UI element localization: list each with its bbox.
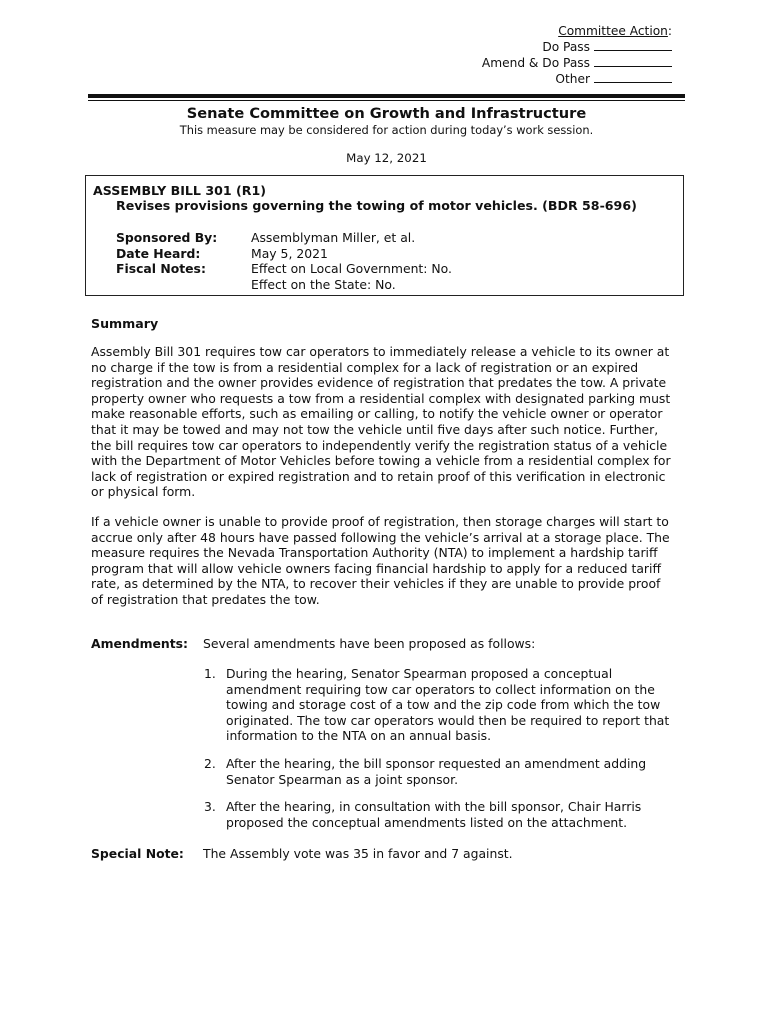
special-note-label: Special Note: [91,846,184,861]
date-heard-value: May 5, 2021 [251,245,328,261]
option-do-pass-blank [594,40,672,51]
list-item-number: 2. [204,755,216,771]
amendments-intro: Several amendments have been proposed as follows: [203,636,536,651]
option-other-label: Other [555,72,590,86]
list-item [204,666,674,744]
list-item-number: 1. [204,666,216,681]
list-item [204,799,674,830]
header-rule-thick [88,94,685,98]
option-other [482,71,672,87]
option-amend-do-pass-label: Amend & Do Pass [481,56,590,70]
header-rule-thin [88,100,685,101]
option-do-pass [482,39,672,55]
list-item-text: During the hearing, Senator Spearman proposed a conceptual amendment requiring tow car operators to collect information on the towing and storage cost of a tow and the zip code from which the tow originated. The tow car operators would then be required to report that information to the NTA on an annual basis. [226,666,670,744]
fiscal-notes-row [116,261,452,277]
summary-paragraph-1: Assembly Bill 301 requires tow car operators to immediately release a vehicle to its owner at no charge if the tow is from a residential complex for a lack of registration or an expired registration and the owner provides evidence of registration that predates the tow. A private property owner who requests a tow from a residential complex with designated parking must make reasonable efforts, such as emailing or calling, to notify the vehicle owner or operator that it may be towed and may not tow the vehicle until five days after such notice. Further, the bill requires tow car operators to independently verify the registration status of a vehicle with the Department of Motor Vehicles before towing a vehicle from a residential complex for lack of registration or expired registration and to retain proof of this verification in electronic or physical form. [91,344,671,500]
committee-action-block [482,23,672,87]
session-date: May 12, 2021 [346,151,427,165]
special-note-text: The Assembly vote was 35 in favor and 7 against. [203,846,513,861]
fiscal-state-spacer [116,277,251,293]
sponsored-by-row [116,230,452,246]
list-item-text: After the hearing, the bill sponsor requested an amendment adding Senator Spearman as a joint sponsor. [226,755,647,787]
document-heading [88,104,685,165]
fiscal-local-value: Effect on Local Government: No. [251,261,452,276]
fiscal-state-row [116,277,452,293]
bill-metadata [116,230,452,292]
amendments-intro-row [91,636,681,652]
option-other-blank [594,72,672,83]
amendments-list [204,666,674,842]
bill-info-box [85,175,684,296]
committee-action-colon: : [667,24,672,38]
committee-action-heading [482,23,672,39]
summary-paragraph-2: If a vehicle owner is unable to provide proof of registration, then storage charges will start to accrue only after 48 hours have passed following the vehicle’s arrival at a storage place. The measure requires the Nevada Transportation Authority (NTA) to implement a hardship tariff program that will allow vehicle owners facing financial hardship to apply for a reduced tariff rate, as determined by the NTA, to recover their vehicles if they are unable to provide proof of registration that predates the tow. [91,514,670,607]
date-heard-label: Date Heard: [116,245,201,261]
option-amend-do-pass-blank [594,56,672,67]
list-item [204,756,674,787]
bill-description: Revises provisions governing the towing of motor vehicles. (BDR 58-696) [116,198,637,213]
sponsored-by-value: Assemblyman Miller, et al. [251,230,416,245]
amendments-section [91,636,681,652]
work-session-note: This measure may be considered for action during today’s work session. [179,123,594,137]
summary-heading: Summary [91,316,159,331]
bill-id: ASSEMBLY BILL 301 (R1) [93,183,266,198]
fiscal-notes-label: Fiscal Notes: [116,261,206,276]
date-heard-row [116,246,452,262]
sponsored-by-label: Sponsored By: [116,230,218,245]
option-amend-do-pass [482,55,672,71]
committee-action-title: Committee Action [558,24,668,38]
amendments-label: Amendments: [91,636,188,651]
list-item-number: 3. [204,799,216,815]
fiscal-state-value: Effect on the State: No. [251,276,396,292]
committee-title: Senate Committee on Growth and Infrastructure [186,105,587,122]
special-note [91,846,681,862]
option-do-pass-label: Do Pass [542,40,590,54]
list-item-text: After the hearing, in consultation with the bill sponsor, Chair Harris proposed the conceptual amendments listed on the attachment. [226,799,642,830]
